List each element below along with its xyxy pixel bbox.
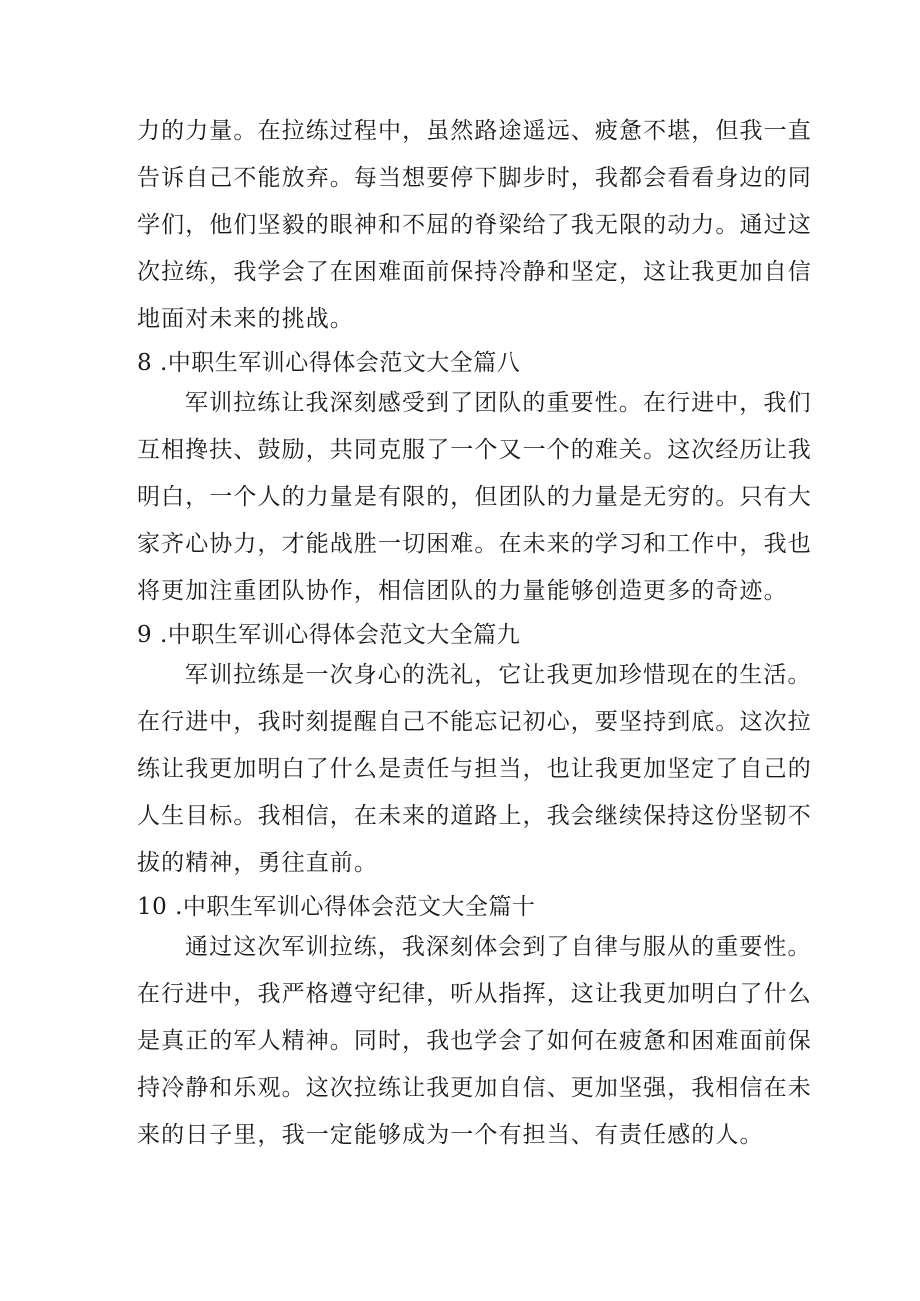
paragraph-line: 通过这次军训拉练，我深刻体会到了自律与服从的重要性。 (185, 934, 812, 960)
paragraph-line: 拔的精神，勇往直前。 (137, 850, 378, 876)
paragraph-line: 军训拉练是一次身心的洗礼，它让我更加珍惜现在的生活。 (185, 662, 812, 688)
paragraph-line: 练让我更加明白了什么是责任与担当，也让我更加坚定了自己的 (137, 756, 812, 782)
paragraph-line: 军训拉练让我深刻感受到了团队的重要性。在行进中，我们 (185, 390, 812, 416)
paragraph-line: 学们，他们坚毅的眼神和不屈的脊梁给了我无限的动力。通过这 (137, 212, 812, 238)
paragraph-line: 互相搀扶、鼓励，共同克服了一个又一个的难关。这次经历让我 (137, 437, 812, 463)
paragraph-line: 明白，一个人的力量是有限的，但团队的力量是无穷的。只有大 (137, 484, 812, 510)
section-heading: 8 .中职生军训心得体会范文大全篇八 (137, 350, 521, 376)
paragraph-line: 持冷静和乐观。这次拉练让我更加自信、更加坚强，我相信在未 (137, 1075, 812, 1101)
paragraph-line: 告诉自己不能放弃。每当想要停下脚步时，我都会看看身边的同 (137, 165, 812, 191)
paragraph-line: 将更加注重团队协作，相信团队的力量能够创造更多的奇迹。 (137, 578, 788, 604)
section-heading: 10 .中职生军训心得体会范文大全篇十 (137, 894, 536, 920)
paragraph-line: 家齐心协力，才能战胜一切困难。在未来的学习和工作中，我也 (137, 531, 812, 557)
paragraph-line: 在行进中，我严格遵守纪律，听从指挥，这让我更加明白了什么 (137, 981, 812, 1007)
paragraph-line: 力的力量。在拉练过程中，虽然路途遥远、疲惫不堪，但我一直 (137, 118, 812, 144)
paragraph-line: 次拉练，我学会了在困难面前保持冷静和坚定，这让我更加自信 (137, 259, 812, 285)
paragraph-line: 地面对未来的挑战。 (137, 306, 354, 332)
paragraph-line: 是真正的军人精神。同时，我也学会了如何在疲惫和困难面前保 (137, 1028, 812, 1054)
paragraph-line: 人生目标。我相信，在未来的道路上，我会继续保持这份坚韧不 (137, 803, 812, 829)
paragraph-line: 在行进中，我时刻提醒自己不能忘记初心，要坚持到底。这次拉 (137, 709, 812, 735)
section-heading: 9 .中职生军训心得体会范文大全篇九 (137, 622, 521, 648)
paragraph-line: 来的日子里，我一定能够成为一个有担当、有责任感的人。 (137, 1122, 764, 1148)
